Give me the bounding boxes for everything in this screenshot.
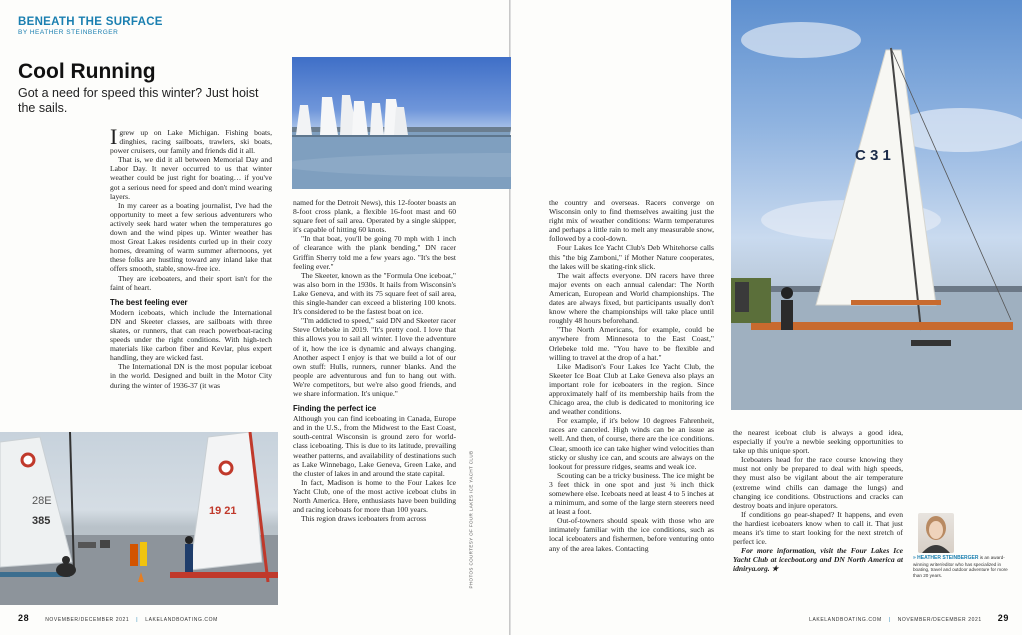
paragraph: Although you can find iceboating in Canada, Europe and in the U.S., from the Midwest to the East Coast, south-central Wisconsin is ground zero for world-class iceboating. This is due to its latitude, prevailing weather patterns, and availability of destinations such as Lake Winnebago, Lake Geneva, Green Lake, and the cluster of lakes in and around the state capital. <box>293 414 456 478</box>
article-dek: Got a need for speed this winter? Just hoist the sails. <box>18 86 259 115</box>
paragraph: "In that boat, you'll be going 70 mph with 1 inch of clearance with the plank bending," DN racer Griffin Sherry told me a few years ago. "It's the best feeling ever." <box>293 234 456 271</box>
paragraph: Like Madison's Four Lakes Ice Yacht Club, the Skeeter Ice Boat Club at Lake Geneva also plays an important role for iceboaters in the region. Since approximately half of its membership hails from the Chicago area, the club is dedicated to monitoring ice and weather conditions. <box>549 361 714 417</box>
site-url: LAKELANDBOATING.COM <box>809 617 882 623</box>
sail-illustration <box>731 0 1022 410</box>
article-headline: Cool Running <box>18 60 156 83</box>
paragraph: The International DN is the most popular iceboat in the world. Designed and built in the Motor City during the winter of 1936-37 (it was <box>110 362 272 390</box>
paragraph: They are iceboaters, and their sport isn't for the faint of heart. <box>110 273 272 292</box>
photo-credit-text: PHOTOS COURTESY OF FOUR LAKES ICE YACHT CLUB <box>468 450 474 589</box>
drop-cap: I <box>110 128 118 149</box>
subhead: Finding the perfect ice <box>293 404 377 414</box>
author-avatar <box>918 513 954 553</box>
paragraph: Scouting can be a tricky business. The ice might be 3 feet thick in one spot and just ¾ inch thick somewhere else. Iceboats need at least 4 to 5 inches at a minimum, and some of the large stern steerers need at least a foot. <box>549 470 714 517</box>
sail-letters: C 3 1 <box>855 147 891 164</box>
paragraph: named for the Detroit News), this 12-footer boasts an 8-foot cross plank, a flexible 16-foot mast and 60 square feet of sail area. Operated by a single skipper, it's capable of hitting 60 knots. <box>293 198 456 235</box>
paragraph: In my career as a boating journalist, I've had the opportunity to meet a few serious adventurers who actively seek hard water when the temperatures go down and the wind pipes up. Winter weather has most Great Lakes residents curled up in their cozy homes, dreaming of warm summer afternoons, yet these folks are hustling toward any inland lake that offers smooth, stable, snow-free ice. <box>110 200 272 274</box>
article-column-3 <box>549 198 714 598</box>
article-column-2 <box>293 198 456 598</box>
iceboats-illustration <box>0 432 278 605</box>
sail-number-mirror: 28E <box>32 495 52 507</box>
article-column-4 <box>733 428 903 598</box>
iceboats-photo <box>0 432 278 605</box>
paragraph: the country and overseas. Racers converge on Wisconsin only to find themselves awaiting just the right mix of weather conditions: Warm temperatures and perhaps a little rain to melt any measurable snow, followed by a cool-down. <box>549 198 714 244</box>
folio-right: LAKELANDBOATING.COM | NOVEMBER/DECEMBER 2021 29 <box>809 613 1009 623</box>
author-portrait <box>918 513 954 553</box>
author-bio-text: is an award-winning writer/editor who has specialized in boating, travel and outdoor adventure for more than 20 years. <box>913 555 1008 578</box>
section-title: BENEATH THE SURFACE <box>18 16 163 28</box>
paragraph: "The North Americans, for example, could be anywhere from Minnesota to the East Coast," Orlebeke told me. "You have to be flexible and willing to travel at the drop of a hat." <box>549 325 714 362</box>
paragraph: the nearest iceboat club is always a good idea, especially if you're a newbie seeking opportunities to take up this unique sport. <box>733 428 903 456</box>
paragraph: Four Lakes Ice Yacht Club's Deb Whitehorse calls this "the big Zamboni," if Mother Nature cooperates, the lakes will be skating-rink slick. <box>549 243 714 271</box>
paragraph: grew up on Lake Michigan. Fishing boats, dinghies, racing sailboats, trawlers, ski boats, power cruisers, our family and friends did it all. <box>110 128 272 156</box>
paragraph: The wait affects everyone. DN racers have three major events on each annual calendar: The North American, European and World championships. The dates are always fixed, but participants usually don't know where the championships will take place until roughly 48 hours beforehand. <box>549 270 714 326</box>
paragraph: The Skeeter, known as the "Formula One iceboat," was also born in the 1930s. It hails from Wisconsin's Lake Geneva, and with its 75 square feet of sail area, this single-hander can exceed a blistering 100 knots. It's considered to be the fastest boat on ice. <box>293 270 456 317</box>
paragraph: In fact, Madison is home to the Four Lakes Ice Yacht Club, one of the most active iceboat clubs in North America. Here, enthusiasts have been building and racing iceboats for more than 100 years. <box>293 477 456 515</box>
section-header <box>18 16 163 36</box>
paragraph: If conditions go pear-shaped? It happens, and even the hardiest iceboaters know when to call it. That just means it's time to start looking for the next stretch of perfect ice. <box>733 509 903 547</box>
page-number: 29 <box>997 613 1009 623</box>
paragraph: "I'm addicted to speed," said DN and Skeeter racer Steve Orlebeke in 2019. "It's pretty cool. I love that this allows you to sail all winter. I love the adventure of it, how the ice is dynamic and always changing. Another aspect I enjoy is that we build a lot of our own stuff: Hulls, runners, runner blanks. And the people are adventurous and fun to hang out with. We're competitors, but we're also good friends, and we share information. It's unique." <box>293 316 456 398</box>
photo-credit <box>463 430 473 590</box>
paragraph: That is, we did it all between Memorial Day and Labor Day. It never occurred to us that winter weather could be just right for boating… if you've got a serious need for speed and don't mind wearing layers. <box>110 155 272 201</box>
issue-date: NOVEMBER/DECEMBER 2021 <box>45 617 130 623</box>
paragraph: Modern iceboats, which include the International DN and Skeeter classes, are sailboats with three skates, or runners, that can reach powerboat-racing speeds under the right conditions. With high-tech materials like carbon fiber and Kevlar, plus expert handling, they are wicked fast. <box>110 307 272 363</box>
author-name: » HEATHER STEINBERGER <box>913 555 979 561</box>
author-bio <box>913 555 1009 578</box>
iceboat-sail-photo <box>731 0 1022 410</box>
byline: BY HEATHER STEINBERGER <box>18 29 119 36</box>
sail-number-left: 385 <box>32 515 51 527</box>
paragraph: This region draws iceboaters from across <box>301 514 427 524</box>
paragraph: Out-of-towners should speak with those who are intimately familiar with the ice conditions, such as local iceboaters and fishermen, before venturing onto any of the area lakes. Contacting <box>549 516 714 553</box>
paragraph: For example, if it's below 10 degrees Fahrenheit, races are canceled. High winds can be an issue as well. And then, of course, there are the ice conditions. Clear, smooth ice can take higher wind velocities than sticky or slushy ice can, and scouts are always on the lookout for pressure ridges, seams and weak ice. <box>549 416 714 471</box>
sail-number-right: 19 21 <box>209 505 237 517</box>
paragraph: Iceboaters head for the race course knowing they must not only be prepared to deal with high speeds, they must also be vigilant about the air temperature (extreme wind chills can damage the lungs) and changing ice conditions. Obstructions and cracks can destroy boats and injure operators. <box>733 455 903 510</box>
more-info: For more information, visit the Four Lakes Ice Yacht Club at icecboat.org and DN North America at idnirya.org. ★ <box>733 546 903 574</box>
article-column-1 <box>110 128 272 433</box>
issue-date: NOVEMBER/DECEMBER 2021 <box>897 617 982 623</box>
subhead: The best feeling ever <box>110 297 188 307</box>
site-url: LAKELANDBOATING.COM <box>145 617 218 623</box>
folio-left: 28 NOVEMBER/DECEMBER 2021 | LAKELANDBOATING.COM <box>18 613 218 623</box>
page-number: 28 <box>18 613 30 623</box>
